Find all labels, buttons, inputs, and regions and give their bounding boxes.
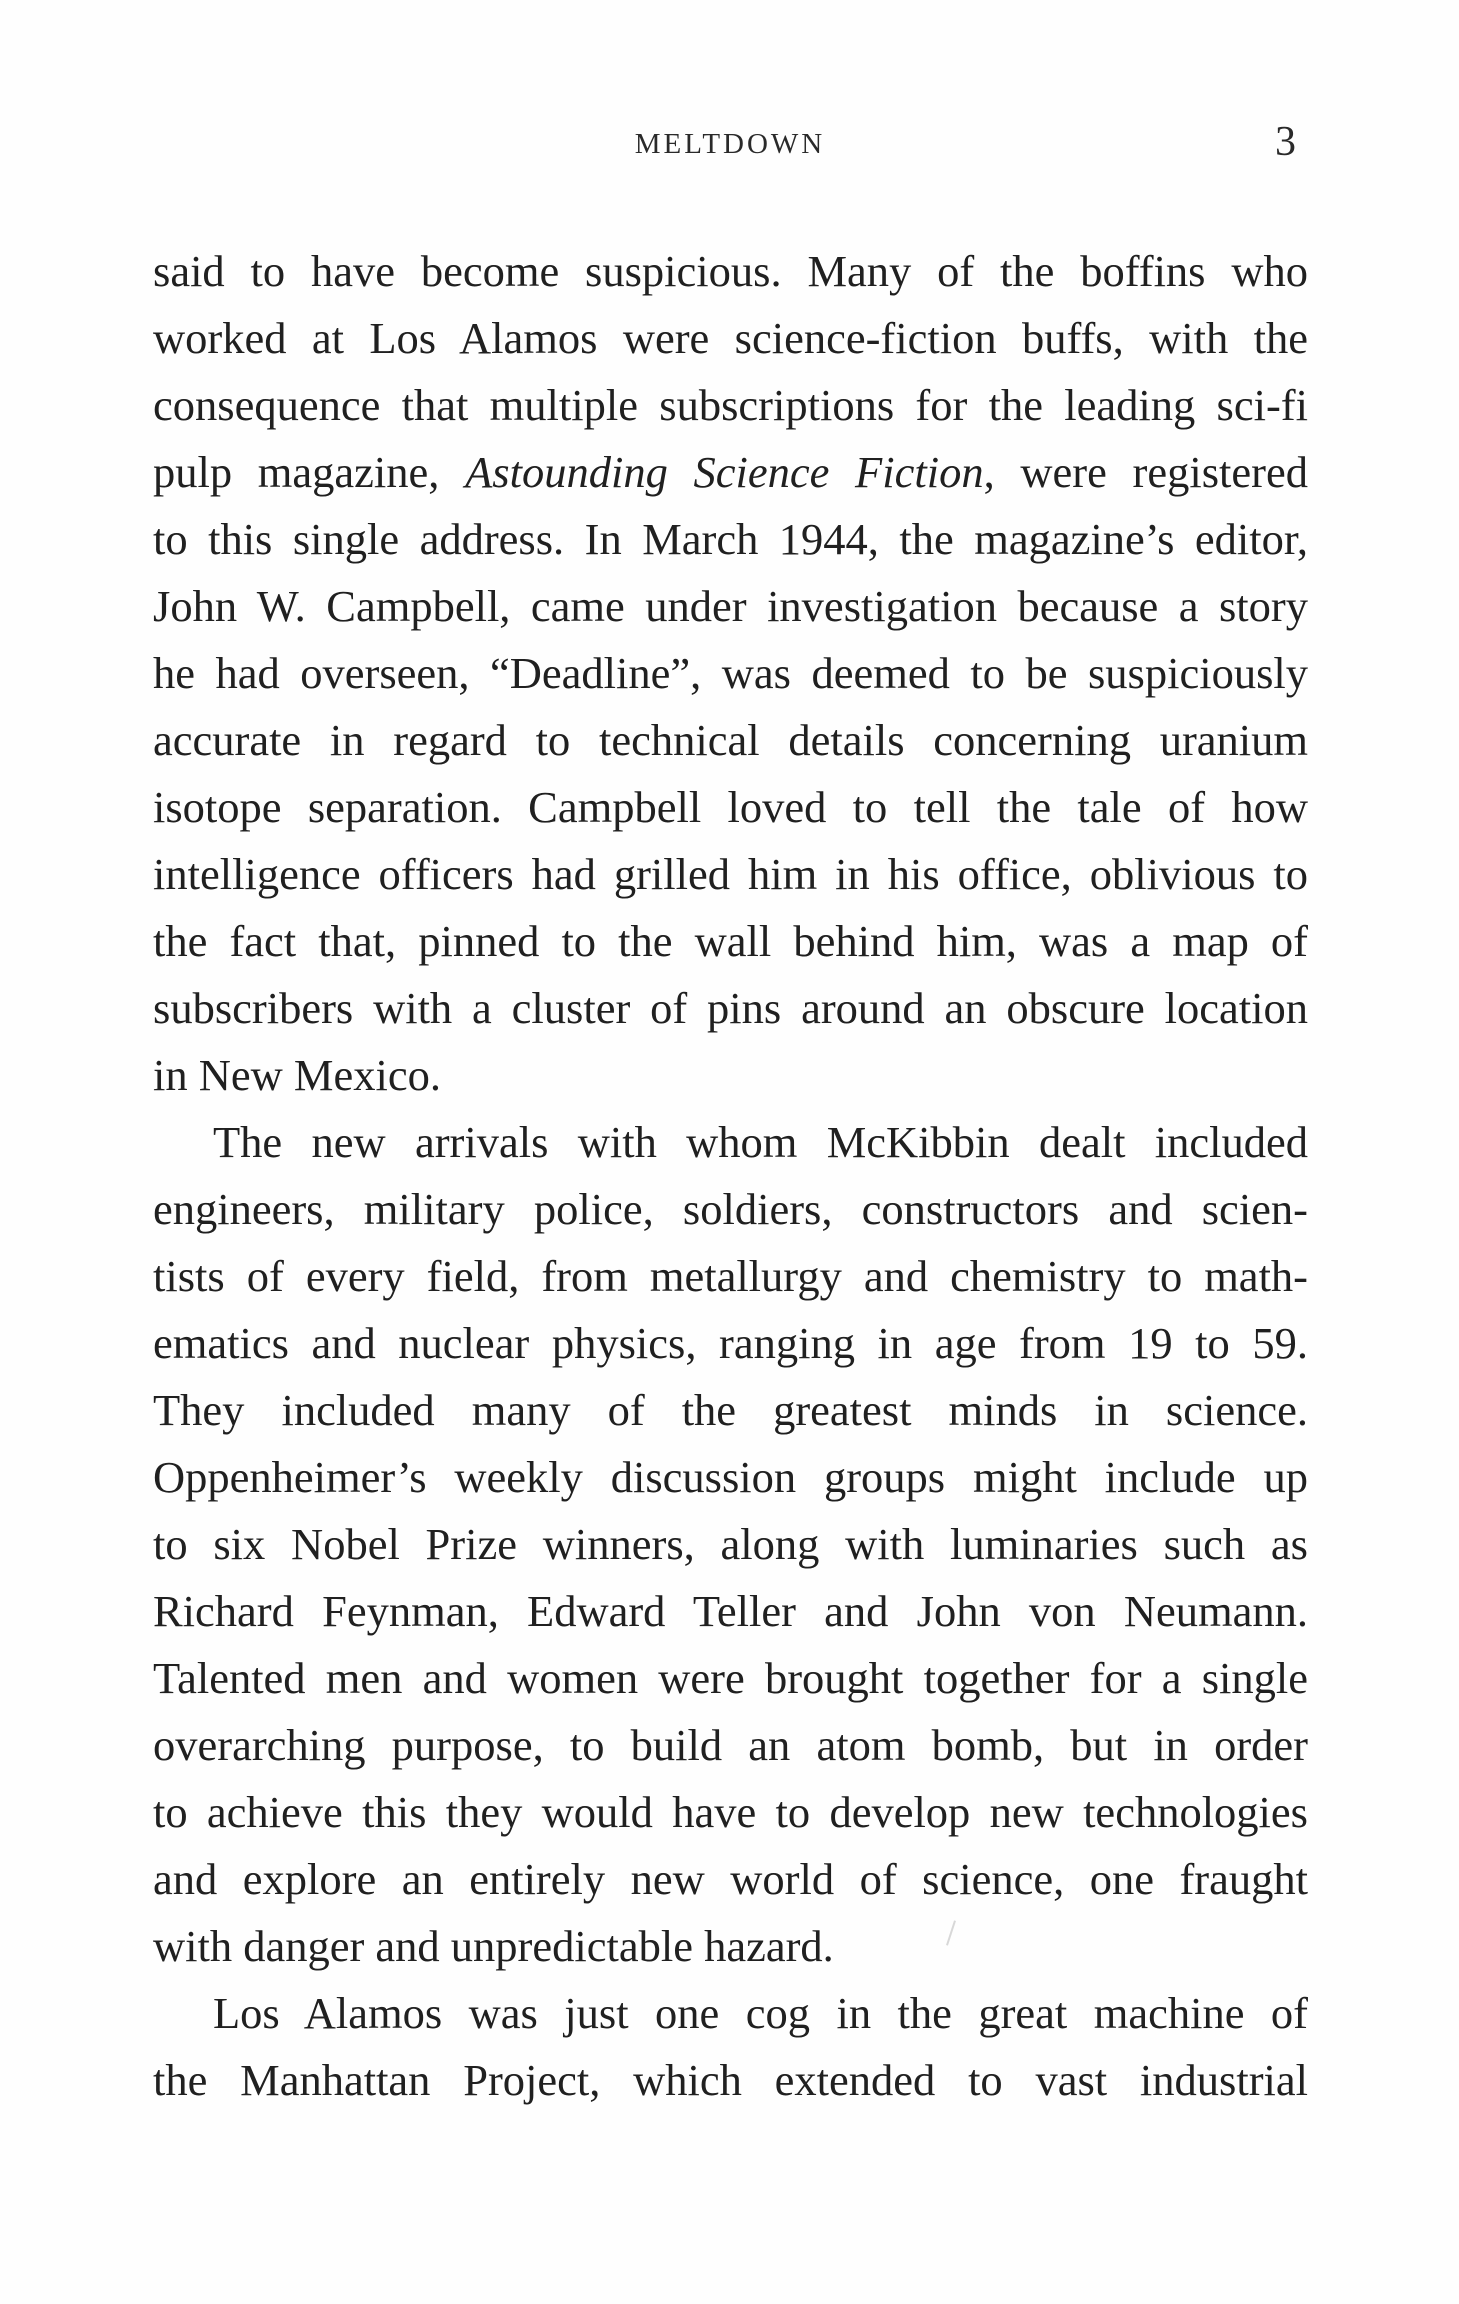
text-line: Los Alamos was just one cog in the great machine of bbox=[213, 1988, 1308, 2038]
body-text bbox=[153, 238, 1308, 2114]
running-head bbox=[0, 118, 1459, 178]
text-line: subscribers with a cluster of pins around an obscure location bbox=[153, 983, 1308, 1033]
text-line: and explore an entirely new world of science, one fraught bbox=[153, 1854, 1308, 1904]
text-line: the fact that, pinned to the wall behind him, was a map of bbox=[153, 916, 1308, 966]
text-line: consequence that multiple subscriptions for the leading sci-fi bbox=[153, 380, 1308, 430]
text-line: They included many of the greatest minds in science. bbox=[153, 1385, 1308, 1435]
text-run: pulp magazine, bbox=[153, 447, 466, 497]
text-line: to achieve this they would have to develop new technologies bbox=[153, 1787, 1308, 1837]
text-line bbox=[153, 439, 1308, 506]
paragraph-2 bbox=[153, 1109, 1308, 1980]
text-line: worked at Los Alamos were science-fiction buffs, with the bbox=[153, 313, 1308, 363]
text-line: John W. Campbell, came under investigation because a story bbox=[153, 581, 1308, 631]
text-line: with danger and unpredictable hazard. bbox=[153, 1921, 834, 1971]
text-line: engineers, military police, soldiers, constructors and scien- bbox=[153, 1184, 1308, 1234]
text-line: tists of every field, from metallurgy and chemistry to math- bbox=[153, 1251, 1308, 1301]
text-line: Talented men and women were brought together for a single bbox=[153, 1653, 1308, 1703]
text-line: he had overseen, “Deadline”, was deemed to be suspiciously bbox=[153, 648, 1308, 698]
text-line: accurate in regard to technical details concerning uranium bbox=[153, 715, 1308, 765]
paragraph-1 bbox=[153, 238, 1308, 1109]
text-line: to this single address. In March 1944, the magazine’s editor, bbox=[153, 514, 1308, 564]
text-line: the Manhattan Project, which extended to vast industrial bbox=[153, 2055, 1308, 2105]
text-line: Richard Feynman, Edward Teller and John von Neumann. bbox=[153, 1586, 1308, 1636]
text-run: , were registered bbox=[983, 447, 1308, 497]
running-title: MELTDOWN bbox=[634, 128, 826, 160]
text-line: in New Mexico. bbox=[153, 1050, 441, 1100]
text-line: to six Nobel Prize winners, along with luminaries such as bbox=[153, 1519, 1308, 1569]
text-line: The new arrivals with whom McKibbin dealt included bbox=[213, 1117, 1308, 1167]
text-line: Oppenheimer’s weekly discussion groups might include up bbox=[153, 1452, 1308, 1502]
text-line: ematics and nuclear physics, ranging in age from 19 to 59. bbox=[153, 1318, 1308, 1368]
paragraph-3 bbox=[153, 1980, 1308, 2114]
text-line: isotope separation. Campbell loved to tell the tale of how bbox=[153, 782, 1308, 832]
text-line: said to have become suspicious. Many of the boffins who bbox=[153, 246, 1308, 296]
page-number: 3 bbox=[1275, 119, 1296, 165]
magazine-title: Astounding Science Fiction bbox=[465, 447, 984, 497]
text-line: intelligence officers had grilled him in his office, oblivious to bbox=[153, 849, 1308, 899]
text-line: overarching purpose, to build an atom bomb, but in order bbox=[153, 1720, 1308, 1770]
